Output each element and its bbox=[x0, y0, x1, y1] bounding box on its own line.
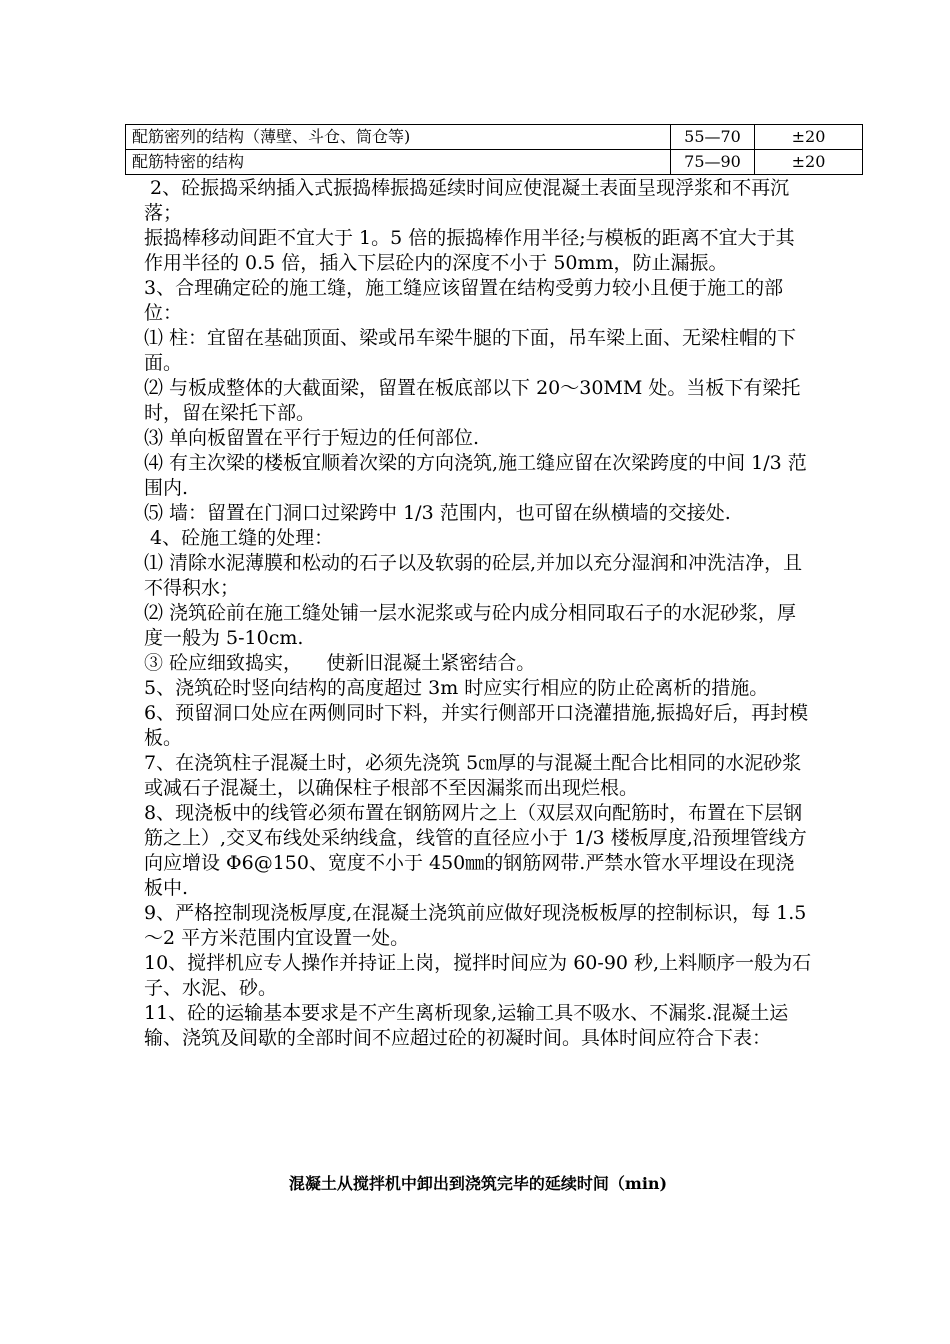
table-caption: 混凝土从搅拌机中卸出到浇筑完毕的延续时间（min) bbox=[288, 1174, 668, 1193]
paragraph: ⑸ 墙：留置在门洞口过梁跨中 1/3 范围内，也可留在纵横墙的交接处. bbox=[144, 502, 731, 524]
table-cell-tolerance: ±20 bbox=[755, 150, 863, 175]
paragraph: ⑶ 单向板留置在平行于短边的任何部位. bbox=[144, 427, 480, 449]
paragraph: 9、严格控制现浇板厚度,在混凝土浇筑前应做好现浇板板厚的控制标识，每 1.5～2 平方米范围内宜设置一处。 bbox=[144, 902, 807, 949]
paragraph: ⑵ 与板成整体的大截面梁，留置在板底部以下 20～30MM 处。当板下有梁托时，留在梁托下部。 bbox=[144, 377, 801, 424]
table-cell-structure: 配筋密列的结构（薄壁、斗仓、筒仓等) bbox=[126, 125, 671, 150]
table-cell-tolerance: ±20 bbox=[755, 125, 863, 150]
table-row bbox=[126, 150, 863, 175]
table-row bbox=[126, 125, 863, 150]
paragraph: ⑵ 浇筑砼前在施工缝处铺一层水泥浆或与砼内成分相同取石子的水泥砂浆，厚度一般为 5-10cm. bbox=[144, 602, 797, 649]
paragraph: 8、现浇板中的线管必须布置在钢筋网片之上（双层双向配筋时，布置在下层钢筋之上）,交叉布线处采纳线盒，线管的直径应小于 1/3 楼板厚度,沿预埋管线方向应增设 Φ6@150、宽度不小于 450㎜的钢筋网带.严禁水管水平埋设在现浇板中. bbox=[144, 802, 807, 899]
table-cell-range: 55—70 bbox=[671, 125, 755, 150]
table-cell-structure: 配筋特密的结构 bbox=[126, 150, 671, 175]
table-cell-range: 75—90 bbox=[671, 150, 755, 175]
paragraph: 5、浇筑砼时竖向结构的高度超过 3m 时应实行相应的防止砼离析的措施。 bbox=[144, 677, 769, 699]
paragraph: 2、砼振捣采纳插入式振捣棒振捣延续时间应使混凝土表面呈现浮浆和不再沉落； bbox=[144, 177, 790, 224]
body-text bbox=[144, 176, 812, 1051]
paragraph: 11、砼的运输基本要求是不产生离析现象,运输工具不吸水、不漏浆.混凝土运输、浇筑及间歇的全部时间不应超过砼的初凝时间。具体时间应符合下表： bbox=[144, 1002, 789, 1049]
paragraph: 6、预留洞口处应在两侧同时下料，并实行侧部开口浇灌措施,振捣好后，再封模板。 bbox=[144, 702, 809, 749]
paragraph: 3、合理确定砼的施工缝，施工缝应该留置在结构受剪力较小且便于施工的部位： bbox=[144, 277, 784, 324]
paragraph: 振捣棒移动间距不宜大于 1。5 倍的振捣棒作用半径;与模板的距离不宜大于其作用半径的 0.5 倍，插入下层砼内的深度不小于 50mm，防止漏振。 bbox=[144, 227, 795, 274]
paragraph: ③ 砼应细致捣实， 使新旧混凝土紧密结合。 bbox=[144, 652, 536, 674]
paragraph: ⑴ 清除水泥薄膜和松动的石子以及软弱的砼层,并加以充分湿润和冲洗洁净，且不得积水； bbox=[144, 552, 803, 599]
paragraph: ⑴ 柱：宜留在基础顶面、梁或吊车梁牛腿的下面，吊车梁上面、无梁柱帽的下面。 bbox=[144, 327, 797, 374]
paragraph: 4、砼施工缝的处理： bbox=[144, 527, 334, 549]
paragraph: 10、搅拌机应专人操作并持证上岗，搅拌时间应为 60-90 秒,上料顺序一般为石子、水泥、砂。 bbox=[144, 952, 812, 999]
slump-table bbox=[125, 124, 863, 175]
paragraph: 7、在浇筑柱子混凝土时，必须先浇筑 5㎝厚的与混凝土配合比相同的水泥砂浆或减石子混凝土，以确保柱子根部不至因漏浆而出现烂根。 bbox=[144, 752, 802, 799]
paragraph: ⑷ 有主次梁的楼板宜顺着次梁的方向浇筑,施工缝应留在次梁跨度的中间 1/3 范围内. bbox=[144, 452, 807, 499]
